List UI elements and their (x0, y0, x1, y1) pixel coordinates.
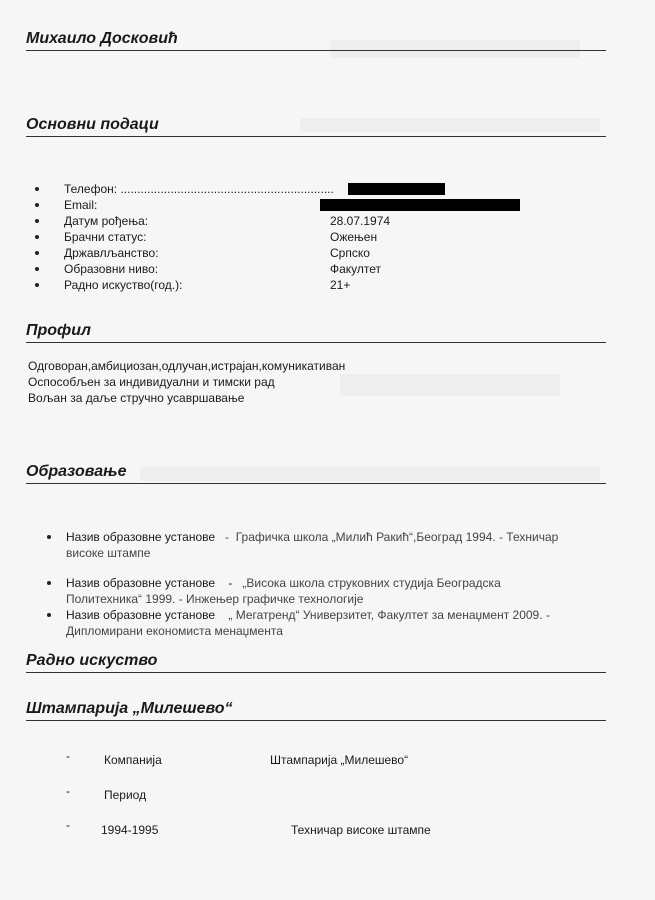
education-item (44, 529, 614, 561)
education-text-continued: Политехника“ 1999. - Инжењер графичке технологије (66, 592, 364, 606)
education-text: Графичка школа „Милић Ракић“,Београд 1994. - Техничар (235, 530, 559, 544)
dash-marker: - (66, 784, 70, 798)
profile-line: Одговоран,амбициозан,одлучан,истрајан,комуникативан (28, 359, 346, 373)
redaction-bar-email (320, 199, 520, 211)
education-text: „Висока школа струковних студија Београдска (242, 576, 501, 590)
education-list (44, 529, 614, 561)
work-company-value: Штампарија „Милешево“ (270, 753, 409, 767)
section-heading-basic-info: Основни подаци (26, 116, 606, 137)
info-label: Образовни ниво: (64, 262, 159, 276)
info-label: Телефон: ................................................................ (64, 182, 334, 196)
education-item (44, 607, 614, 639)
education-separator: - (215, 576, 243, 590)
work-position: Техничар високе штампе (291, 823, 431, 837)
profile-line: Вољан за даље стручно усавршавање (28, 391, 245, 405)
info-label: Државлљанство: (64, 246, 159, 260)
section-heading-work-experience: Радно искуство (26, 652, 606, 673)
education-label: Назив образовне установе (66, 608, 216, 622)
page-title: Михаило Досковић (26, 30, 606, 51)
info-label: Email: (64, 198, 98, 212)
section-heading-education: Образовање (26, 463, 606, 484)
education-item (44, 575, 614, 607)
info-label: Брачни статус: (64, 230, 147, 244)
education-text-continued: високе штампе (66, 546, 151, 560)
section-heading-profile: Профил (26, 322, 606, 343)
education-separator (215, 608, 228, 622)
dash-marker: - (66, 749, 70, 763)
scan-smudge (340, 374, 560, 396)
education-text-continued: Дипломирани економиста менаџмента (66, 624, 283, 638)
dash-marker: - (66, 818, 70, 832)
info-value: Факултет (330, 262, 382, 276)
info-value: Ожењен (330, 230, 378, 244)
company-heading: Штампарија „Милешево“ (26, 700, 606, 721)
redaction-bar-phone (348, 183, 445, 195)
info-value: Српско (330, 246, 370, 260)
work-company-label: Компанија (104, 753, 162, 767)
work-period-label: Период (104, 788, 147, 802)
profile-text (28, 358, 345, 406)
education-label: Назив образовне установе (66, 530, 216, 544)
info-label: Радно искуство(год.): (64, 278, 183, 292)
education-text: „ Мегатренд“ Универзитет, Факултет за менаџмент 2009. - (228, 608, 550, 622)
info-value: 28.07.1974 (330, 214, 391, 228)
profile-line: Оспособљен за индивидуални и тимски рад (28, 375, 275, 389)
education-separator: - (215, 530, 236, 544)
education-label: Назив образовне установе (66, 576, 216, 590)
info-value: 21+ (330, 278, 351, 292)
education-list (44, 575, 614, 639)
work-years: 1994-1995 (101, 823, 159, 837)
info-label: Датум рођења: (64, 214, 149, 228)
